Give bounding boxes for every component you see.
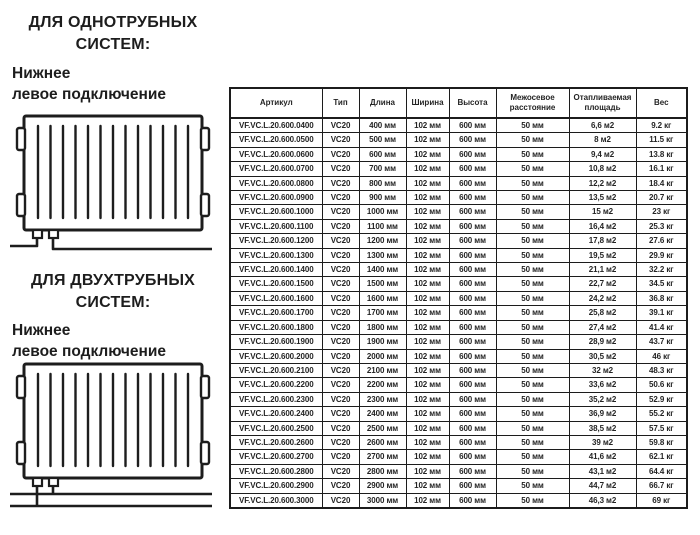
table-cell: VC20 (322, 277, 359, 291)
table-cell: 102 мм (406, 263, 449, 277)
column-header: Высота (449, 88, 496, 118)
table-cell: 102 мм (406, 320, 449, 334)
table-cell: 17,8 м2 (569, 234, 636, 248)
table-cell: 50 мм (496, 248, 569, 262)
table-cell: VC20 (322, 421, 359, 435)
table-cell: 50 мм (496, 291, 569, 305)
table-cell: 600 мм (359, 147, 406, 161)
table-cell: 2800 мм (359, 464, 406, 478)
table-cell: VC20 (322, 118, 359, 133)
spec-table-head (230, 88, 687, 118)
connection-label-single-pipe (12, 63, 166, 105)
table-cell: VF.VC.L.20.600.1100 (230, 219, 322, 233)
table-cell: 102 мм (406, 291, 449, 305)
table-cell: 900 мм (359, 191, 406, 205)
table-cell: VF.VC.L.20.600.1500 (230, 277, 322, 291)
table-cell: VF.VC.L.20.600.2700 (230, 450, 322, 464)
table-cell: 102 мм (406, 349, 449, 363)
table-cell: 22,7 м2 (569, 277, 636, 291)
table-cell: VC20 (322, 133, 359, 147)
table-cell: VF.VC.L.20.600.1900 (230, 335, 322, 349)
table-cell: VF.VC.L.20.600.2800 (230, 464, 322, 478)
table-cell: 700 мм (359, 162, 406, 176)
table-cell: VF.VC.L.20.600.0500 (230, 133, 322, 147)
spec-table-header-row (230, 88, 687, 118)
table-cell: 102 мм (406, 176, 449, 190)
table-cell: 41,6 м2 (569, 450, 636, 464)
table-cell: VC20 (322, 392, 359, 406)
table-cell: 48.3 кг (636, 363, 687, 377)
table-cell: 50 мм (496, 363, 569, 377)
table-row (230, 219, 687, 233)
table-row (230, 291, 687, 305)
table-cell: 20.7 кг (636, 191, 687, 205)
table-cell: 50 мм (496, 378, 569, 392)
table-cell: VF.VC.L.20.600.1300 (230, 248, 322, 262)
table-row (230, 349, 687, 363)
table-cell: 600 мм (449, 306, 496, 320)
table-cell: VF.VC.L.20.600.0800 (230, 176, 322, 190)
table-cell: 25.3 кг (636, 219, 687, 233)
table-row (230, 407, 687, 421)
table-cell: 1300 мм (359, 248, 406, 262)
radiator-bottom-left-single-pipe-icon (8, 110, 214, 252)
table-cell: VF.VC.L.20.600.1700 (230, 306, 322, 320)
table-cell: 29.9 кг (636, 248, 687, 262)
table-cell: VF.VC.L.20.600.2900 (230, 479, 322, 493)
table-cell: 2400 мм (359, 407, 406, 421)
spec-table (229, 87, 688, 509)
table-cell: 33,6 м2 (569, 378, 636, 392)
table-cell: 69 кг (636, 493, 687, 508)
table-cell: VC20 (322, 335, 359, 349)
connection-label-line: Нижнее (12, 65, 71, 82)
table-cell: 35,2 м2 (569, 392, 636, 406)
table-cell: 600 мм (449, 118, 496, 133)
table-cell: 2700 мм (359, 450, 406, 464)
table-row (230, 263, 687, 277)
table-cell: 600 мм (449, 450, 496, 464)
table-cell: 19,5 м2 (569, 248, 636, 262)
table-cell: 62.1 кг (636, 450, 687, 464)
table-row (230, 320, 687, 334)
table-cell: 13.8 кг (636, 147, 687, 161)
column-header: Вес (636, 88, 687, 118)
table-cell: 102 мм (406, 450, 449, 464)
table-row (230, 479, 687, 493)
table-cell: 50 мм (496, 263, 569, 277)
table-cell: VC20 (322, 291, 359, 305)
column-header: Ширина (406, 88, 449, 118)
table-cell: 43.7 кг (636, 335, 687, 349)
table-cell: VC20 (322, 234, 359, 248)
table-cell: 102 мм (406, 191, 449, 205)
table-cell: 50 мм (496, 147, 569, 161)
table-cell: 102 мм (406, 493, 449, 508)
table-cell: VC20 (322, 176, 359, 190)
table-cell: VF.VC.L.20.600.2500 (230, 421, 322, 435)
column-header: Межосевое расстояние (496, 88, 569, 118)
connection-label-two-pipe (12, 320, 166, 362)
table-cell: VC20 (322, 320, 359, 334)
table-cell: 36,9 м2 (569, 407, 636, 421)
table-cell: 600 мм (449, 147, 496, 161)
table-row (230, 248, 687, 262)
table-cell: VF.VC.L.20.600.1600 (230, 291, 322, 305)
table-cell: VC20 (322, 435, 359, 449)
table-cell: 102 мм (406, 479, 449, 493)
table-cell: 50 мм (496, 435, 569, 449)
table-cell: 16.1 кг (636, 162, 687, 176)
table-cell: 102 мм (406, 435, 449, 449)
table-cell: 600 мм (449, 162, 496, 176)
table-cell: 64.4 кг (636, 464, 687, 478)
table-cell: 400 мм (359, 118, 406, 133)
table-cell: VC20 (322, 464, 359, 478)
table-cell: 50 мм (496, 234, 569, 248)
table-cell: 600 мм (449, 320, 496, 334)
table-cell: 2300 мм (359, 392, 406, 406)
table-cell: VF.VC.L.20.600.2400 (230, 407, 322, 421)
table-cell: 102 мм (406, 464, 449, 478)
table-row (230, 176, 687, 190)
table-cell: 1400 мм (359, 263, 406, 277)
table-cell: 2600 мм (359, 435, 406, 449)
table-cell: VF.VC.L.20.600.2600 (230, 435, 322, 449)
table-cell: 600 мм (449, 363, 496, 377)
table-cell: VF.VC.L.20.600.1200 (230, 234, 322, 248)
table-cell: 24,2 м2 (569, 291, 636, 305)
table-cell: 600 мм (449, 407, 496, 421)
table-cell: 1800 мм (359, 320, 406, 334)
table-cell: 102 мм (406, 392, 449, 406)
connection-label-line: левое подключение (12, 343, 167, 360)
table-cell: VF.VC.L.20.600.2000 (230, 349, 322, 363)
table-cell: 32 м2 (569, 363, 636, 377)
table-cell: VC20 (322, 479, 359, 493)
table-cell: 50 мм (496, 392, 569, 406)
table-cell: 50 мм (496, 450, 569, 464)
table-cell: VF.VC.L.20.600.1800 (230, 320, 322, 334)
table-cell: 102 мм (406, 234, 449, 248)
table-cell: 59.8 кг (636, 435, 687, 449)
table-cell: 9,4 м2 (569, 147, 636, 161)
table-cell: 52.9 кг (636, 392, 687, 406)
table-cell: 38,5 м2 (569, 421, 636, 435)
table-cell: 600 мм (449, 205, 496, 219)
table-cell: 600 мм (449, 493, 496, 508)
table-cell: 600 мм (449, 392, 496, 406)
table-cell: 102 мм (406, 147, 449, 161)
heading-line: СИСТЕМ: (75, 294, 151, 311)
table-row (230, 277, 687, 291)
table-cell: 50 мм (496, 493, 569, 508)
table-cell: VC20 (322, 248, 359, 262)
table-cell: 600 мм (449, 219, 496, 233)
table-row (230, 133, 687, 147)
table-cell: 50 мм (496, 479, 569, 493)
table-cell: 2900 мм (359, 479, 406, 493)
table-cell: 32.2 кг (636, 263, 687, 277)
table-cell: 50 мм (496, 205, 569, 219)
table-cell: 102 мм (406, 205, 449, 219)
table-cell: VF.VC.L.20.600.3000 (230, 493, 322, 508)
table-cell: 102 мм (406, 162, 449, 176)
table-cell: 11.5 кг (636, 133, 687, 147)
table-cell: 102 мм (406, 306, 449, 320)
table-cell: 6,6 м2 (569, 118, 636, 133)
table-cell: VF.VC.L.20.600.2200 (230, 378, 322, 392)
table-cell: VF.VC.L.20.600.0700 (230, 162, 322, 176)
table-cell: VC20 (322, 205, 359, 219)
table-cell: 2000 мм (359, 349, 406, 363)
column-header: Тип (322, 88, 359, 118)
table-cell: 66.7 кг (636, 479, 687, 493)
table-cell: 50 мм (496, 407, 569, 421)
heading-line: ДЛЯ ОДНОТРУБНЫХ (28, 14, 198, 31)
table-cell: VC20 (322, 191, 359, 205)
table-cell: VC20 (322, 306, 359, 320)
radiator-bottom-left-two-pipe-icon (8, 358, 214, 513)
table-cell: 600 мм (449, 464, 496, 478)
column-header: Отапливаемая площадь (569, 88, 636, 118)
table-cell: 50 мм (496, 421, 569, 435)
table-row (230, 392, 687, 406)
table-cell: VF.VC.L.20.600.1400 (230, 263, 322, 277)
table-cell: 600 мм (449, 479, 496, 493)
table-cell: 9.2 кг (636, 118, 687, 133)
table-cell: 3000 мм (359, 493, 406, 508)
table-cell: VC20 (322, 349, 359, 363)
table-cell: 102 мм (406, 219, 449, 233)
table-cell: VC20 (322, 493, 359, 508)
spec-table-body (230, 118, 687, 508)
table-cell: VC20 (322, 147, 359, 161)
table-cell: 1200 мм (359, 234, 406, 248)
table-cell: 41.4 кг (636, 320, 687, 334)
table-cell: VF.VC.L.20.600.2300 (230, 392, 322, 406)
table-cell: 50 мм (496, 320, 569, 334)
table-cell: VF.VC.L.20.600.0400 (230, 118, 322, 133)
table-row (230, 493, 687, 508)
connection-label-line: левое подключение (12, 86, 167, 103)
table-cell: 21,1 м2 (569, 263, 636, 277)
table-cell: 102 мм (406, 407, 449, 421)
table-cell: 10,8 м2 (569, 162, 636, 176)
table-cell: 50 мм (496, 133, 569, 147)
table-cell: 102 мм (406, 248, 449, 262)
table-cell: 102 мм (406, 335, 449, 349)
section-heading-two-pipe (6, 270, 220, 314)
table-cell: 50 мм (496, 191, 569, 205)
table-cell: VC20 (322, 219, 359, 233)
table-cell: 13,5 м2 (569, 191, 636, 205)
table-cell: 39 м2 (569, 435, 636, 449)
table-row (230, 191, 687, 205)
table-cell: 600 мм (449, 263, 496, 277)
connection-label-line: Нижнее (12, 322, 71, 339)
table-row (230, 234, 687, 248)
table-cell: 50 мм (496, 349, 569, 363)
table-row (230, 378, 687, 392)
table-row (230, 363, 687, 377)
table-cell: 50.6 кг (636, 378, 687, 392)
table-row (230, 335, 687, 349)
column-header: Артикул (230, 88, 322, 118)
table-cell: 2100 мм (359, 363, 406, 377)
table-cell: 600 мм (449, 378, 496, 392)
table-cell: VF.VC.L.20.600.1000 (230, 205, 322, 219)
table-cell: 600 мм (449, 335, 496, 349)
table-cell: 102 мм (406, 378, 449, 392)
table-cell: 2200 мм (359, 378, 406, 392)
table-cell: 27.6 кг (636, 234, 687, 248)
table-cell: 600 мм (449, 349, 496, 363)
table-cell: 600 мм (449, 176, 496, 190)
heading-line: СИСТЕМ: (75, 36, 151, 53)
table-cell: 46,3 м2 (569, 493, 636, 508)
table-cell: 1900 мм (359, 335, 406, 349)
table-cell: 1500 мм (359, 277, 406, 291)
table-cell: 36.8 кг (636, 291, 687, 305)
table-cell: 30,5 м2 (569, 349, 636, 363)
table-cell: 102 мм (406, 421, 449, 435)
table-cell: 600 мм (449, 435, 496, 449)
table-cell: 1700 мм (359, 306, 406, 320)
table-cell: 1000 мм (359, 205, 406, 219)
column-header: Длина (359, 88, 406, 118)
table-cell: 55.2 кг (636, 407, 687, 421)
table-cell: 1600 мм (359, 291, 406, 305)
table-cell: 28,9 м2 (569, 335, 636, 349)
table-cell: 27,4 м2 (569, 320, 636, 334)
table-cell: 102 мм (406, 363, 449, 377)
table-cell: 600 мм (449, 291, 496, 305)
heading-line: ДЛЯ ДВУХТРУБНЫХ (30, 272, 196, 289)
table-cell: 50 мм (496, 306, 569, 320)
table-cell: 102 мм (406, 118, 449, 133)
table-cell: 102 мм (406, 277, 449, 291)
table-cell: VF.VC.L.20.600.2100 (230, 363, 322, 377)
table-row (230, 205, 687, 219)
table-cell: VC20 (322, 407, 359, 421)
table-cell: 12,2 м2 (569, 176, 636, 190)
table-cell: 50 мм (496, 118, 569, 133)
table-cell: 50 мм (496, 335, 569, 349)
table-cell: 18.4 кг (636, 176, 687, 190)
table-cell: VF.VC.L.20.600.0900 (230, 191, 322, 205)
table-cell: VC20 (322, 162, 359, 176)
table-row (230, 435, 687, 449)
table-cell: 600 мм (449, 421, 496, 435)
table-cell: VF.VC.L.20.600.0600 (230, 147, 322, 161)
table-cell: 102 мм (406, 133, 449, 147)
table-cell: 1100 мм (359, 219, 406, 233)
table-cell: VC20 (322, 378, 359, 392)
section-heading-single-pipe (6, 12, 220, 56)
table-row (230, 118, 687, 133)
table-cell: 25,8 м2 (569, 306, 636, 320)
table-cell: VC20 (322, 363, 359, 377)
table-row (230, 306, 687, 320)
table-cell: 2500 мм (359, 421, 406, 435)
table-cell: 39.1 кг (636, 306, 687, 320)
table-row (230, 421, 687, 435)
table-cell: 600 мм (449, 191, 496, 205)
table-cell: 44,7 м2 (569, 479, 636, 493)
table-cell: 600 мм (449, 234, 496, 248)
table-cell: 500 мм (359, 133, 406, 147)
table-cell: 50 мм (496, 219, 569, 233)
table-cell: 50 мм (496, 277, 569, 291)
table-cell: VC20 (322, 263, 359, 277)
table-cell: 600 мм (449, 277, 496, 291)
table-cell: 50 мм (496, 464, 569, 478)
table-cell: 50 мм (496, 176, 569, 190)
table-cell: 34.5 кг (636, 277, 687, 291)
table-cell: 800 мм (359, 176, 406, 190)
table-cell: 15 м2 (569, 205, 636, 219)
table-cell: 23 кг (636, 205, 687, 219)
table-cell: 600 мм (449, 248, 496, 262)
table-cell: 57.5 кг (636, 421, 687, 435)
table-cell: 43,1 м2 (569, 464, 636, 478)
table-cell: 46 кг (636, 349, 687, 363)
table-row (230, 450, 687, 464)
table-cell: VC20 (322, 450, 359, 464)
table-cell: 50 мм (496, 162, 569, 176)
table-row (230, 464, 687, 478)
table-cell: 8 м2 (569, 133, 636, 147)
table-cell: 16,4 м2 (569, 219, 636, 233)
table-cell: 600 мм (449, 133, 496, 147)
table-row (230, 147, 687, 161)
table-row (230, 162, 687, 176)
